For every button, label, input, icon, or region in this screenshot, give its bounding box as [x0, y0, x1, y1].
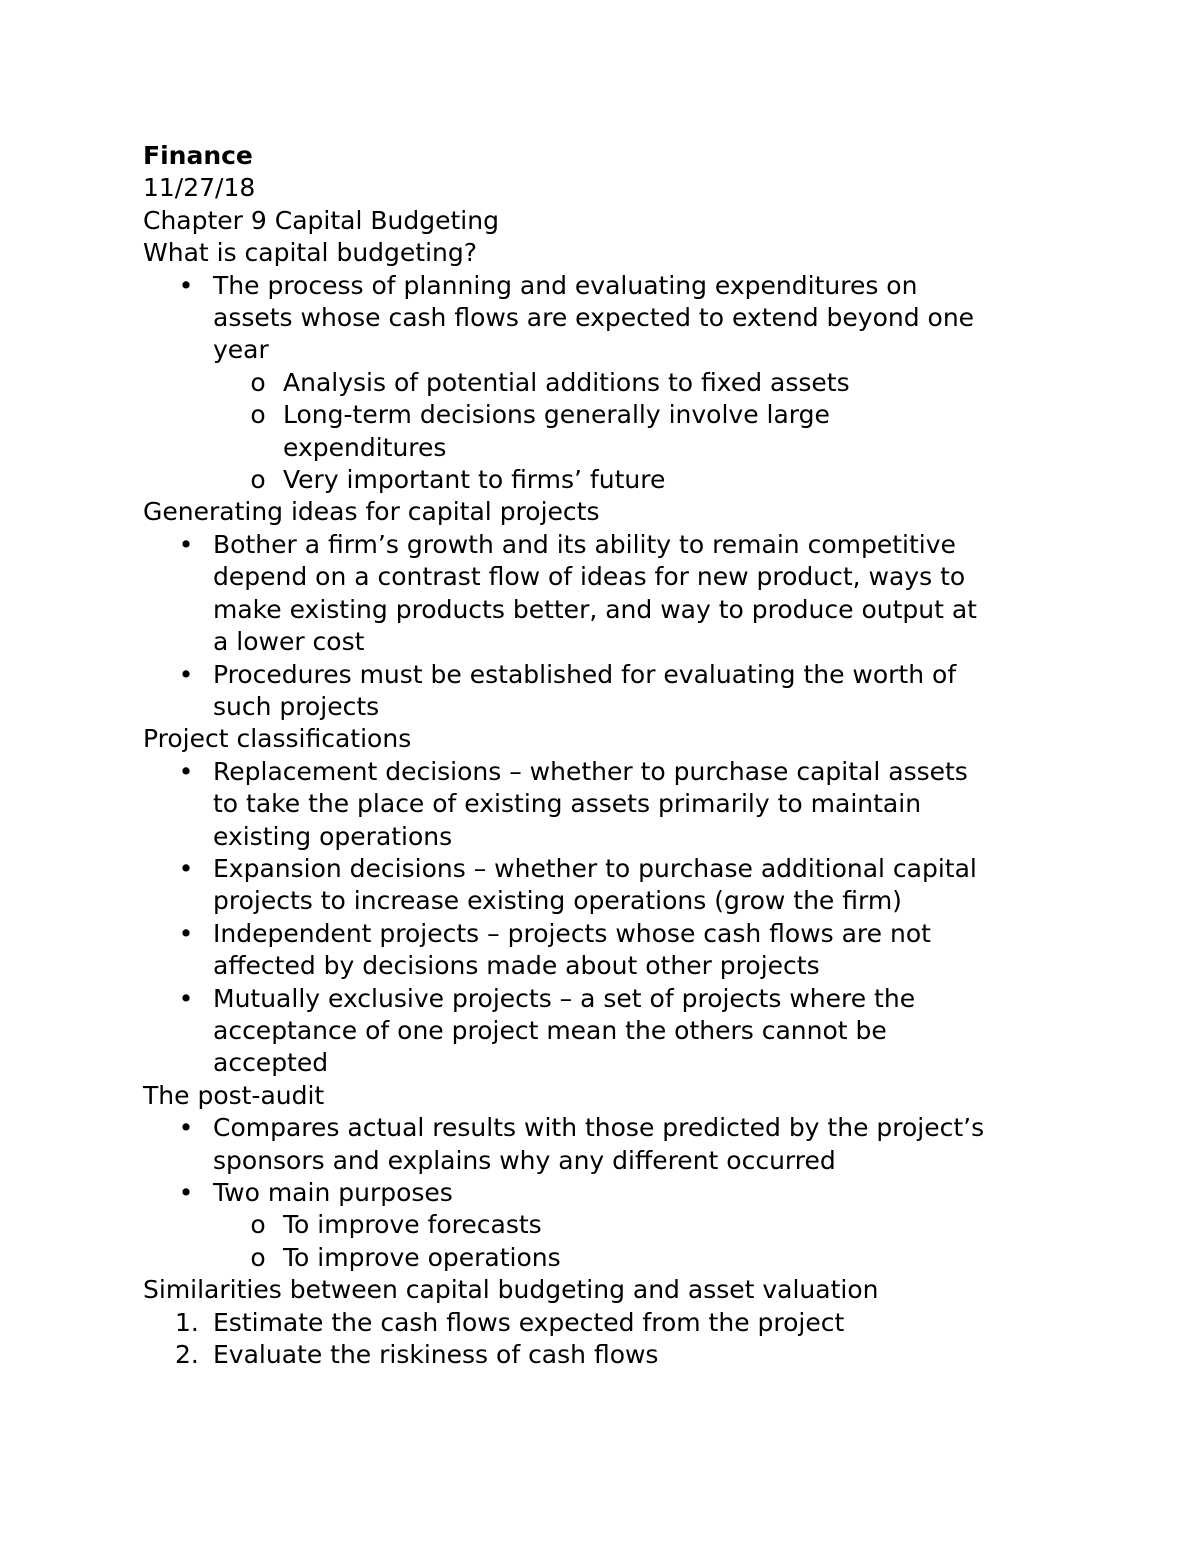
bullet-item-continuation — [143, 1145, 1073, 1177]
bullet-item-continuation — [143, 1015, 1073, 1047]
sub-bullet-marker: o — [250, 1210, 266, 1240]
bullet-marker: • — [178, 529, 194, 559]
bullet-item-continuation — [143, 885, 1073, 917]
document-date: 11/27/18 — [143, 173, 256, 203]
section-heading: Similarities between capital budgeting and asset valuation — [143, 1275, 879, 1305]
bullet-item — [143, 918, 1073, 950]
bullet-text: Bother a firm’s growth and its ability to remain competitive — [213, 529, 956, 559]
sub-bullet-item — [143, 367, 1073, 399]
bullet-item — [143, 983, 1073, 1015]
list-number: 1. — [175, 1307, 199, 1337]
section-heading: What is capital budgeting? — [143, 238, 478, 268]
notes-section — [143, 723, 1073, 1079]
bullet-text: affected by decisions made about other projects — [213, 951, 820, 981]
sub-bullet-text: expenditures — [283, 432, 447, 462]
bullet-item — [143, 1112, 1073, 1144]
bullet-marker: • — [178, 983, 194, 1013]
bullet-item — [143, 529, 1073, 561]
bullet-text: Expansion decisions – whether to purchase additional capital — [213, 853, 977, 883]
bullet-text: projects to increase existing operations (grow the firm) — [213, 886, 902, 916]
sub-bullet-marker: o — [250, 400, 266, 430]
notes-sections — [143, 237, 1073, 1371]
bullet-marker: • — [178, 270, 194, 300]
numbered-item — [143, 1307, 1073, 1339]
bullet-item-continuation — [143, 302, 1073, 334]
bullet-text: Compares actual results with those predicted by the project’s — [213, 1113, 985, 1143]
list-number: 2. — [175, 1340, 199, 1370]
bullet-text: Procedures must be established for evaluating the worth of — [213, 659, 957, 689]
numbered-item-text: Estimate the cash flows expected from the project — [213, 1307, 845, 1337]
bullet-text: such projects — [213, 691, 380, 721]
sub-bullet-item — [143, 1242, 1073, 1274]
sub-bullet-text: To improve operations — [283, 1242, 561, 1272]
bullet-item-continuation — [143, 1047, 1073, 1079]
bullet-item-continuation — [143, 626, 1073, 658]
sub-bullet-text: Analysis of potential additions to fixed assets — [283, 367, 850, 397]
notes-section — [143, 496, 1073, 723]
bullet-text: acceptance of one project mean the others cannot be — [213, 1015, 887, 1045]
sub-bullet-text: Very important to firms’ future — [283, 465, 666, 495]
sub-bullet-marker: o — [250, 465, 266, 495]
bullet-text: Replacement decisions – whether to purchase capital assets — [213, 756, 968, 786]
notes-section — [143, 1080, 1073, 1274]
section-heading: The post-audit — [143, 1080, 325, 1110]
bullet-text: depend on a contrast flow of ideas for new product, ways to — [213, 562, 966, 592]
bullet-text: to take the place of existing assets primarily to maintain — [213, 789, 922, 819]
bullet-text: year — [213, 335, 269, 365]
bullet-item-continuation — [143, 594, 1073, 626]
bullet-item-continuation — [143, 334, 1073, 366]
bullet-marker: • — [178, 659, 194, 689]
bullet-text: assets whose cash flows are expected to extend beyond one — [213, 303, 975, 333]
notes-section — [143, 1274, 1073, 1371]
document-body — [143, 140, 1073, 1371]
bullet-text: accepted — [213, 1048, 329, 1078]
bullet-item — [143, 270, 1073, 302]
bullet-text: Mutually exclusive projects – a set of projects where the — [213, 983, 916, 1013]
sub-bullet-marker: o — [250, 1242, 266, 1272]
bullet-item-continuation — [143, 691, 1073, 723]
bullet-item — [143, 659, 1073, 691]
sub-bullet-text: Long-term decisions generally involve large — [283, 400, 830, 430]
bullet-text: sponsors and explains why any different occurred — [213, 1145, 836, 1175]
section-heading: Project classifications — [143, 724, 412, 754]
sub-bullet-marker: o — [250, 367, 266, 397]
sub-bullet-continuation — [143, 432, 1073, 464]
bullet-marker: • — [178, 853, 194, 883]
bullet-marker: • — [178, 756, 194, 786]
section-heading: Generating ideas for capital projects — [143, 497, 600, 527]
bullet-text: The process of planning and evaluating expenditures on — [213, 270, 918, 300]
bullet-item-continuation — [143, 821, 1073, 853]
bullet-item-continuation — [143, 561, 1073, 593]
bullet-item-continuation — [143, 950, 1073, 982]
sub-bullet-item — [143, 1209, 1073, 1241]
bullet-text: Independent projects – projects whose cash flows are not — [213, 918, 931, 948]
bullet-item — [143, 756, 1073, 788]
sub-bullet-item — [143, 464, 1073, 496]
bullet-text: Two main purposes — [213, 1178, 453, 1207]
bullet-marker: • — [178, 918, 194, 948]
bullet-text: a lower cost — [213, 627, 365, 657]
bullet-item-continuation — [143, 788, 1073, 820]
bullet-text: existing operations — [213, 821, 453, 851]
chapter-heading: Chapter 9 Capital Budgeting — [143, 205, 499, 235]
document-title: Finance — [143, 141, 253, 170]
numbered-item-text: Evaluate the riskiness of cash flows — [213, 1340, 659, 1370]
bullet-marker: • — [178, 1113, 194, 1143]
numbered-item — [143, 1339, 1073, 1371]
bullet-marker: • — [178, 1178, 194, 1207]
bullet-item — [143, 1177, 1073, 1209]
notes-section — [143, 237, 1073, 496]
bullet-text: make existing products better, and way to produce output at — [213, 594, 977, 624]
bullet-item — [143, 853, 1073, 885]
sub-bullet-item — [143, 399, 1073, 431]
sub-bullet-text: To improve forecasts — [283, 1210, 542, 1240]
